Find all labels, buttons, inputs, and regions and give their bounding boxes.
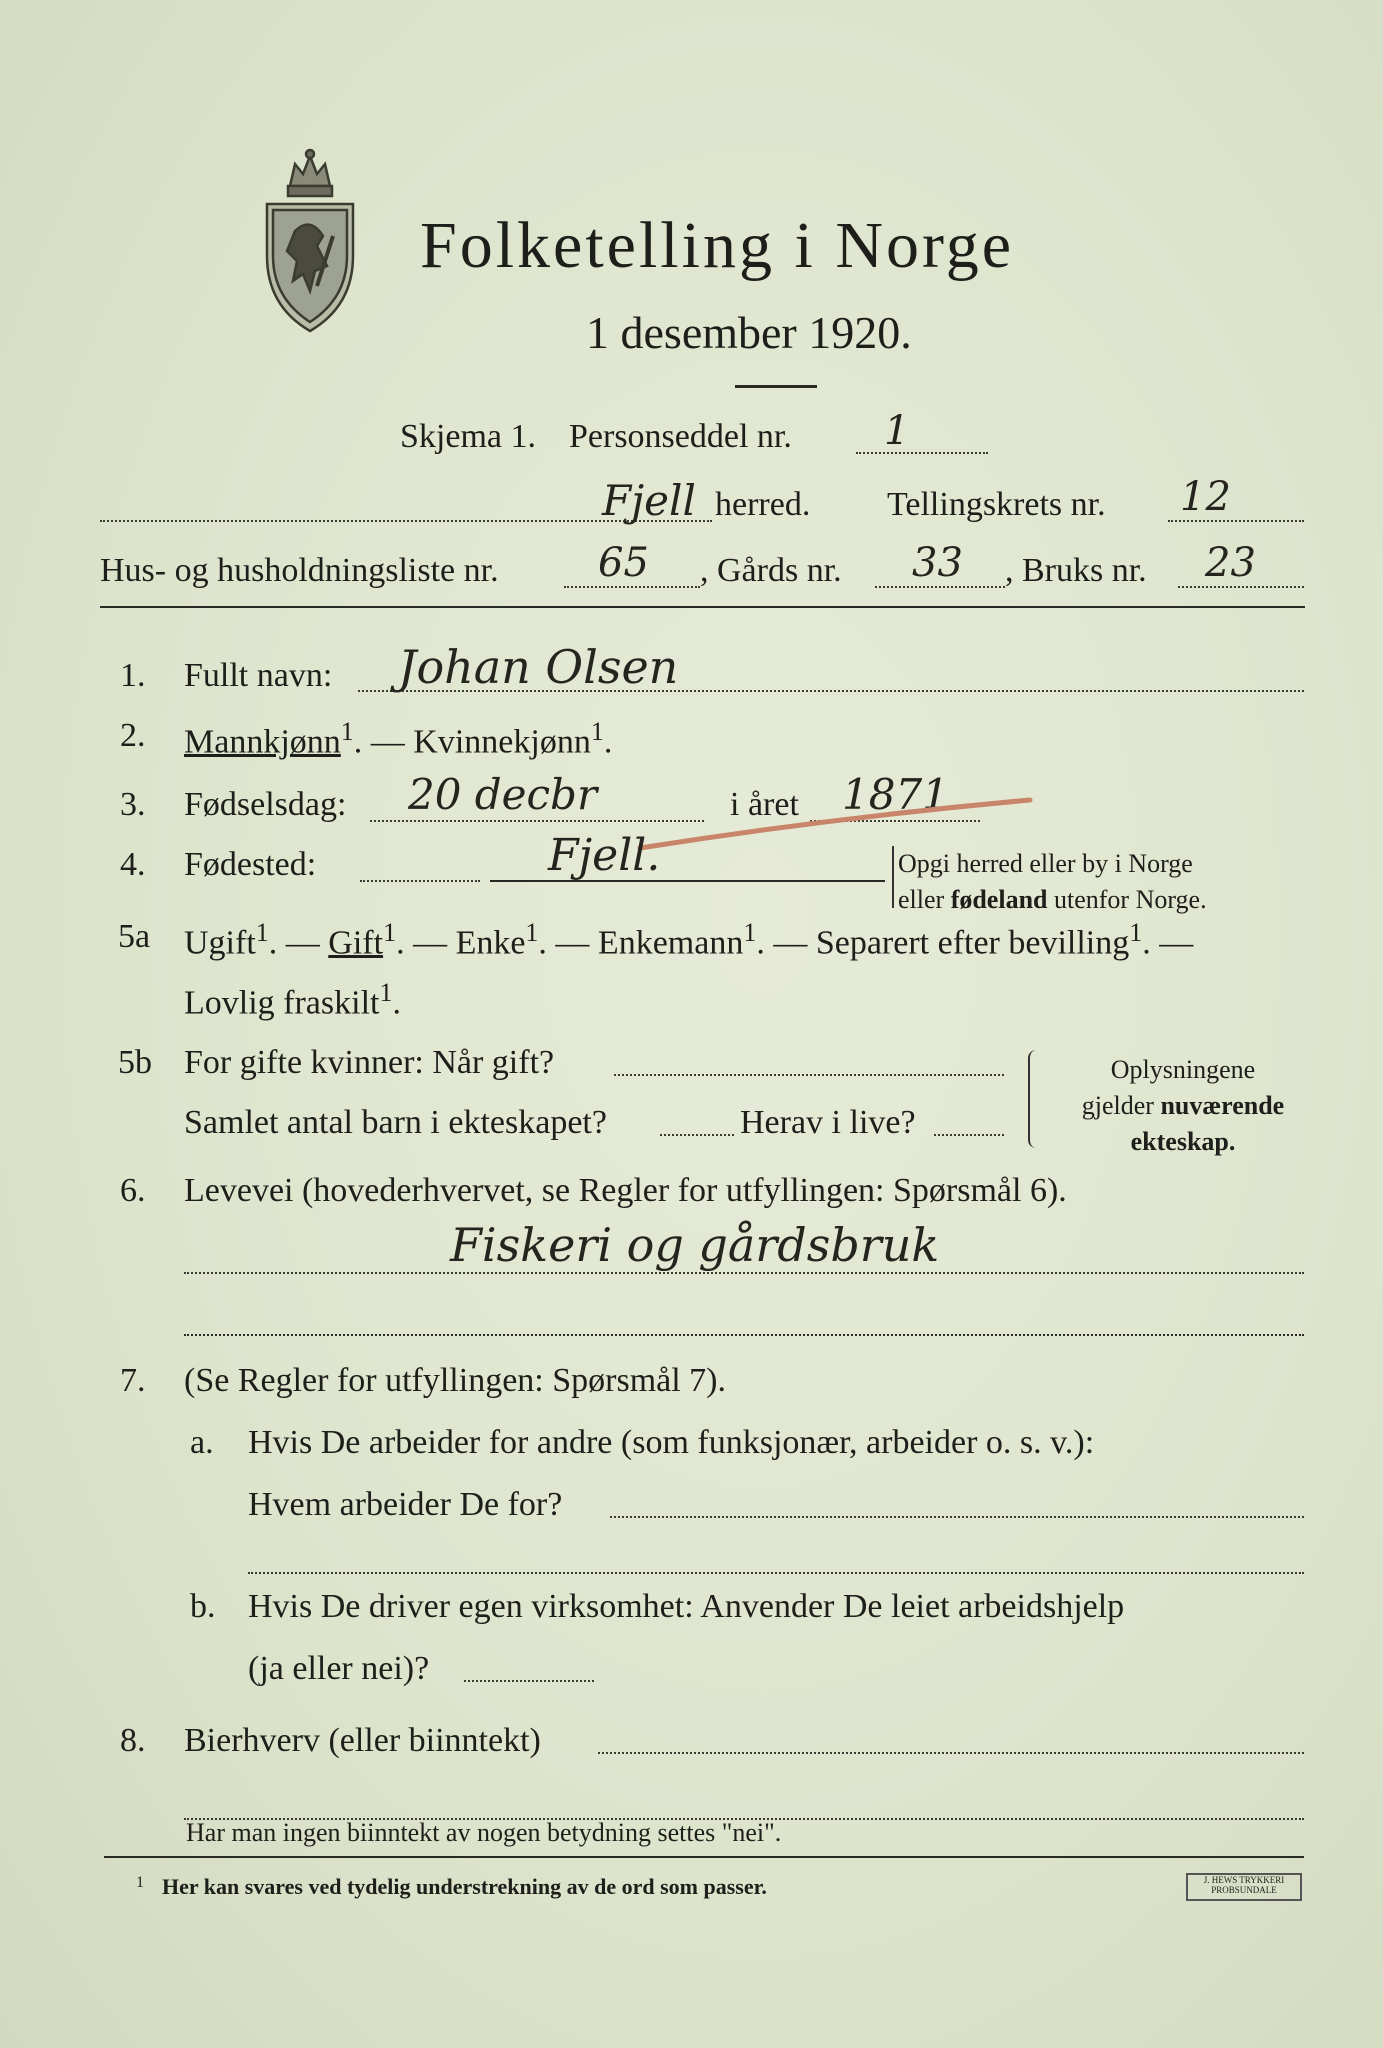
footer-rule <box>104 1856 1304 1858</box>
q1-label: Fullt navn: <box>184 657 333 694</box>
bruks-value: 23 <box>1205 540 1256 586</box>
ugift-option: Ugift <box>184 924 256 962</box>
enkemann-option: Enkemann <box>597 924 744 962</box>
q7b-label: Hvis De driver egen virksomhet: Anvender De leiet arbeidshjelp <box>248 1588 1125 1625</box>
q4-line-a <box>360 880 480 882</box>
footnote-mark: 1 <box>255 918 269 947</box>
q4-note-text: eller <box>898 885 951 914</box>
q7-label: (Se Regler for utfyllingen: Spørsmål 7). <box>184 1362 727 1399</box>
header-rule <box>100 606 1305 608</box>
q7a-label: Hvis De arbeider for andre (som funksjonær, arbeider o. s. v.): <box>248 1424 1095 1461</box>
footnote-mark: 1 <box>340 717 354 746</box>
bruks-line <box>1178 586 1304 588</box>
q2-number: 2. <box>120 717 146 754</box>
footnote-mark: 1 <box>525 918 539 947</box>
footnote-mark: 1 <box>1129 918 1143 947</box>
mannkjonn-option: Mannkjønn <box>184 723 341 761</box>
q7b-janei-line <box>464 1680 594 1682</box>
q5a-options-cont: Lovlig fraskilt$^1$. <box>184 978 401 1022</box>
footnote-mark: 1 <box>379 978 393 1007</box>
lovlig-fraskilt-option: Lovlig fraskilt <box>184 984 380 1022</box>
q7b-letter: b. <box>190 1588 216 1625</box>
q7a-hvem-line <box>610 1516 1304 1518</box>
occupation-value: Fiskeri og gårdsbruk <box>450 1218 940 1272</box>
q2-options: Mannkjønn$^1$. — Kvinnekjønn$^1$. <box>184 717 613 761</box>
q4-note-bold: fødeland <box>950 885 1048 914</box>
separator: . — <box>353 723 414 761</box>
q4-note-line2 <box>898 882 1207 918</box>
q1-number: 1. <box>120 657 146 694</box>
birth-year-value: 1871 <box>842 770 949 819</box>
q7-number: 7. <box>120 1362 146 1399</box>
q8-number: 8. <box>120 1722 146 1759</box>
gards-value: 33 <box>912 540 963 586</box>
full-name-value: Johan Olsen <box>398 640 679 694</box>
q7a-line2 <box>248 1572 1304 1574</box>
tellingskrets-value: 12 <box>1180 474 1231 520</box>
skjema-label: Skjema 1. <box>400 418 536 455</box>
personseddel-label: Personseddel nr. <box>569 418 792 455</box>
kvinnekjonn-option: Kvinnekjønn <box>413 723 591 761</box>
bruks-label: , Bruks nr. <box>1005 552 1147 589</box>
q6-line1 <box>184 1272 1304 1274</box>
herred-label: herred. <box>715 486 811 523</box>
q7a-letter: a. <box>190 1424 214 1461</box>
separator: . — <box>538 924 598 962</box>
separert-option: Separert efter bevilling <box>815 924 1130 962</box>
gards-line <box>875 586 1005 588</box>
q5b-live-line <box>934 1134 1004 1136</box>
census-date: 1 desember 1920. <box>586 307 912 358</box>
tellingskrets-line <box>1168 520 1304 522</box>
separator: . — <box>268 924 329 962</box>
q5b-note-line3: ekteskap. <box>1130 1127 1236 1156</box>
herred-value: Fjell <box>602 476 696 525</box>
footnote-mark: 1 <box>590 717 604 746</box>
q3-year-label: i året <box>730 786 799 823</box>
birthday-value: 20 decbr <box>408 770 598 819</box>
q4-number: 4. <box>120 846 146 883</box>
q5b-note-line2 <box>1058 1088 1308 1124</box>
q5b-live-label: Herav i live? <box>740 1104 916 1141</box>
page-title: Folketelling i Norge <box>420 209 1015 282</box>
q5b-note-text: gjelder <box>1081 1091 1161 1120</box>
hus-value: 65 <box>598 540 649 586</box>
printer-stamp <box>1186 1873 1302 1901</box>
footnote-number: 1 <box>136 1874 144 1891</box>
q4-bracket <box>892 846 898 908</box>
q5b-barn-line <box>660 1134 734 1136</box>
personseddel-line <box>856 452 988 454</box>
q5b-number: 5b <box>118 1044 152 1081</box>
q8-label: Bierhverv (eller biinntekt) <box>184 1722 541 1759</box>
birthplace-value: Fjell. <box>548 830 661 881</box>
q4-note <box>898 846 1207 918</box>
q6-number: 6. <box>120 1172 146 1209</box>
q5b-note <box>1058 1052 1308 1160</box>
q5b-note-line1: Oplysningene <box>1110 1055 1256 1084</box>
q5a-options: Ugift$^1$. — Gift$^1$. — Enke$^1$. — Enkemann$^1$. — Separert efter bevilling$^1$. — <box>184 918 1194 962</box>
q5a-number: 5a <box>118 918 151 955</box>
q6-label: Levevei (hovederhvervet, se Regler for utfyllingen: Spørsmål 6). <box>184 1172 1067 1209</box>
q3-label: Fødselsdag: <box>184 786 347 823</box>
q5b-note-bold: nuværende <box>1160 1091 1285 1120</box>
footnote-mark: 1 <box>743 918 757 947</box>
q5b-barn-label: Samlet antal barn i ekteskapet? <box>184 1104 607 1141</box>
personseddel-value: 1 <box>884 408 910 454</box>
hus-label: Hus- og husholdningsliste nr. <box>100 552 499 589</box>
enke-option: Enke <box>455 924 526 962</box>
gards-label: , Gårds nr. <box>700 552 842 589</box>
q5b-when-line <box>614 1074 1004 1076</box>
footnote-text: Her kan svares ved tydelig understrekning av de ord som passer. <box>162 1874 767 1899</box>
divider <box>735 385 817 388</box>
q6-line2 <box>184 1334 1304 1336</box>
q7a-hvem-label: Hvem arbeider De for? <box>248 1486 563 1523</box>
separator: . — <box>756 924 816 962</box>
q4-note-text: utenfor Norge. <box>1047 885 1207 914</box>
gift-option: Gift <box>328 924 384 962</box>
q7b-janei-label: (ja eller nei)? <box>248 1650 430 1687</box>
q4-label: Fødested: <box>184 846 317 883</box>
hus-line <box>564 586 700 588</box>
q3-number: 3. <box>120 786 146 823</box>
stamp-line1: J. HEWS TRYKKERI <box>1203 1875 1285 1885</box>
q8-line1 <box>598 1752 1304 1754</box>
q4-note-line1: Opgi herred eller by i Norge <box>898 849 1193 878</box>
footnote-mark: 1 <box>383 918 397 947</box>
stamp-line2: PROBSUNDALE <box>1211 1885 1277 1895</box>
biinntekt-note: Har man ingen biinntekt av nogen betydning settes "nei". <box>186 1818 782 1847</box>
q5b-bracket <box>1028 1050 1040 1148</box>
q5b-label: For gifte kvinner: Når gift? <box>184 1044 555 1081</box>
norwegian-coat-of-arms-icon <box>255 146 365 336</box>
tellingskrets-label: Tellingskrets nr. <box>887 486 1106 523</box>
separator: . — <box>396 924 456 962</box>
